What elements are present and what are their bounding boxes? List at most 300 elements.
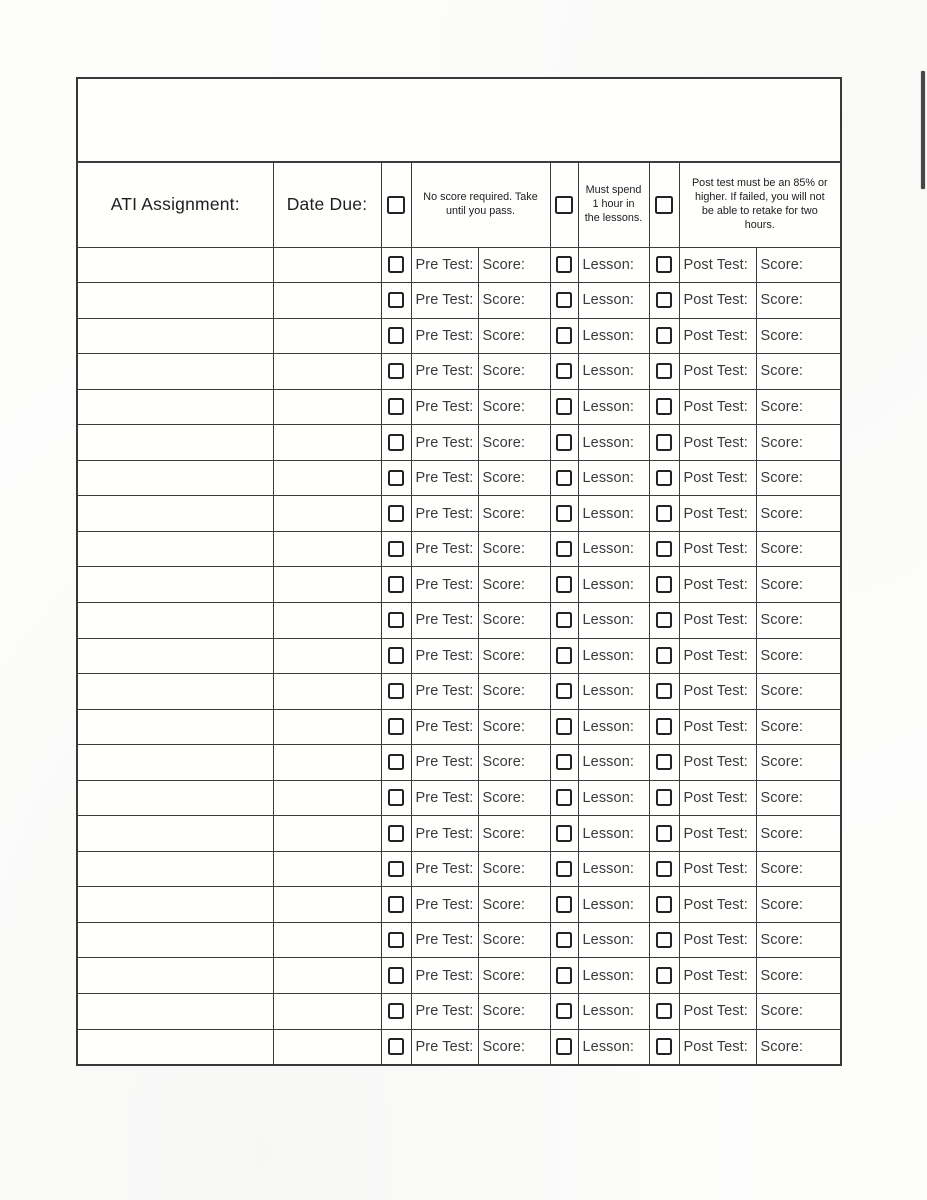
pretest-checkbox-cell[interactable] xyxy=(381,425,411,461)
lesson-label-cell[interactable]: Lesson: xyxy=(578,887,649,923)
posttest-label-cell: Post Test: xyxy=(679,425,756,461)
lesson-checkbox-icon[interactable] xyxy=(556,470,573,487)
lesson-checkbox-cell[interactable] xyxy=(550,851,578,887)
posttest-checkbox-icon[interactable] xyxy=(656,967,673,984)
lesson-checkbox-icon[interactable] xyxy=(556,576,573,593)
assignment-row xyxy=(77,745,841,781)
lesson-label-cell[interactable]: Lesson: xyxy=(578,460,649,496)
posttest-label-cell: Post Test: xyxy=(679,389,756,425)
lesson-checkbox-cell[interactable] xyxy=(550,425,578,461)
pretest-score-cell[interactable]: Score: xyxy=(478,496,550,532)
pretest-checkbox-cell[interactable] xyxy=(381,389,411,425)
lesson-checkbox-icon[interactable] xyxy=(556,647,573,664)
date-due-input-cell[interactable] xyxy=(273,887,381,923)
blank-title-box xyxy=(77,78,841,162)
pretest-checkbox-icon[interactable] xyxy=(388,612,405,629)
date-due-input-cell[interactable] xyxy=(273,674,381,710)
posttest-label-cell: Post Test: xyxy=(679,318,756,354)
posttest-checkbox-icon[interactable] xyxy=(656,683,673,700)
lesson-checkbox-cell[interactable] xyxy=(550,958,578,994)
date-due-input-cell[interactable] xyxy=(273,602,381,638)
lesson-header-checkbox-icon[interactable] xyxy=(555,196,573,214)
lesson-checkbox-icon[interactable] xyxy=(556,505,573,522)
posttest-score-cell[interactable]: Score: xyxy=(756,922,841,958)
pretest-checkbox-cell[interactable] xyxy=(381,674,411,710)
pretest-label-cell: Pre Test: xyxy=(411,887,478,923)
lesson-label-cell[interactable]: Lesson: xyxy=(578,780,649,816)
posttest-checkbox-icon[interactable] xyxy=(656,1038,673,1055)
lesson-checkbox-cell[interactable] xyxy=(550,709,578,745)
posttest-label-cell: Post Test: xyxy=(679,780,756,816)
posttest-checkbox-icon[interactable] xyxy=(656,292,673,309)
posttest-label-cell: Post Test: xyxy=(679,354,756,390)
pretest-header-checkbox-cell[interactable] xyxy=(381,162,411,247)
posttest-score-cell[interactable]: Score: xyxy=(756,958,841,994)
pretest-score-cell[interactable]: Score: xyxy=(478,745,550,781)
pretest-score-cell[interactable]: Score: xyxy=(478,922,550,958)
pretest-label-cell: Pre Test: xyxy=(411,567,478,603)
lesson-checkbox-cell[interactable] xyxy=(550,460,578,496)
pretest-score-cell[interactable]: Score: xyxy=(478,993,550,1029)
posttest-checkbox-cell[interactable] xyxy=(649,389,679,425)
posttest-score-cell[interactable]: Score: xyxy=(756,283,841,319)
posttest-checkbox-icon[interactable] xyxy=(656,789,673,806)
date-due-input-cell[interactable] xyxy=(273,922,381,958)
posttest-checkbox-icon[interactable] xyxy=(656,1003,673,1020)
lesson-checkbox-icon[interactable] xyxy=(556,718,573,735)
assignment-header-cell: ATI Assignment: xyxy=(77,162,273,247)
lesson-checkbox-cell[interactable] xyxy=(550,354,578,390)
pretest-checkbox-cell[interactable] xyxy=(381,531,411,567)
posttest-label-cell: Post Test: xyxy=(679,247,756,283)
lesson-label-cell[interactable]: Lesson: xyxy=(578,389,649,425)
lesson-checkbox-cell[interactable] xyxy=(550,318,578,354)
pretest-checkbox-icon[interactable] xyxy=(388,327,405,344)
lesson-label-cell[interactable]: Lesson: xyxy=(578,674,649,710)
posttest-checkbox-icon[interactable] xyxy=(656,896,673,913)
assignment-input-cell[interactable] xyxy=(77,567,273,603)
lesson-checkbox-cell[interactable] xyxy=(550,816,578,852)
pretest-checkbox-cell[interactable] xyxy=(381,318,411,354)
pretest-checkbox-cell[interactable] xyxy=(381,638,411,674)
pretest-score-cell[interactable]: Score: xyxy=(478,709,550,745)
lesson-checkbox-icon[interactable] xyxy=(556,363,573,380)
pretest-checkbox-icon[interactable] xyxy=(388,647,405,664)
posttest-checkbox-cell[interactable] xyxy=(649,887,679,923)
posttest-checkbox-icon[interactable] xyxy=(656,612,673,629)
posttest-score-cell[interactable]: Score: xyxy=(756,531,841,567)
posttest-checkbox-icon[interactable] xyxy=(656,256,673,273)
pretest-label-cell: Pre Test: xyxy=(411,531,478,567)
posttest-score-cell[interactable]: Score: xyxy=(756,567,841,603)
posttest-score-cell[interactable]: Score: xyxy=(756,674,841,710)
assignment-input-cell[interactable] xyxy=(77,247,273,283)
posttest-header-checkbox-cell[interactable] xyxy=(649,162,679,247)
posttest-checkbox-cell[interactable] xyxy=(649,780,679,816)
posttest-score-cell[interactable]: Score: xyxy=(756,1029,841,1065)
lesson-label-cell[interactable]: Lesson: xyxy=(578,1029,649,1065)
lesson-checkbox-icon[interactable] xyxy=(556,1038,573,1055)
posttest-score-cell[interactable]: Score: xyxy=(756,638,841,674)
scan-artifact-line xyxy=(921,71,925,189)
pretest-checkbox-icon[interactable] xyxy=(388,861,405,878)
lesson-label-cell[interactable]: Lesson: xyxy=(578,638,649,674)
posttest-checkbox-cell[interactable] xyxy=(649,816,679,852)
assignment-input-cell[interactable] xyxy=(77,674,273,710)
lesson-checkbox-icon[interactable] xyxy=(556,541,573,558)
posttest-score-cell[interactable]: Score: xyxy=(756,425,841,461)
posttest-checkbox-icon[interactable] xyxy=(656,398,673,415)
assignment-input-cell[interactable] xyxy=(77,531,273,567)
pretest-checkbox-cell[interactable] xyxy=(381,1029,411,1065)
lesson-checkbox-icon[interactable] xyxy=(556,398,573,415)
assignment-row xyxy=(77,1029,841,1065)
posttest-checkbox-cell[interactable] xyxy=(649,1029,679,1065)
posttest-checkbox-cell[interactable] xyxy=(649,247,679,283)
lesson-label-cell[interactable]: Lesson: xyxy=(578,709,649,745)
lesson-label-cell[interactable]: Lesson: xyxy=(578,993,649,1029)
pretest-label-cell: Pre Test: xyxy=(411,247,478,283)
pretest-score-cell[interactable]: Score: xyxy=(478,638,550,674)
lesson-checkbox-icon[interactable] xyxy=(556,896,573,913)
assignment-input-cell[interactable] xyxy=(77,460,273,496)
pretest-checkbox-cell[interactable] xyxy=(381,993,411,1029)
posttest-label-cell: Post Test: xyxy=(679,567,756,603)
lesson-label-cell[interactable]: Lesson: xyxy=(578,318,649,354)
lesson-checkbox-cell[interactable] xyxy=(550,922,578,958)
posttest-checkbox-icon[interactable] xyxy=(656,647,673,664)
date-due-input-cell[interactable] xyxy=(273,531,381,567)
date-due-input-cell[interactable] xyxy=(273,709,381,745)
assignment-input-cell[interactable] xyxy=(77,709,273,745)
pretest-header-checkbox-icon[interactable] xyxy=(387,196,405,214)
posttest-label-cell: Post Test: xyxy=(679,674,756,710)
pretest-checkbox-icon[interactable] xyxy=(388,825,405,842)
lesson-checkbox-cell[interactable] xyxy=(550,283,578,319)
posttest-checkbox-cell[interactable] xyxy=(649,460,679,496)
posttest-checkbox-icon[interactable] xyxy=(656,434,673,451)
pretest-score-cell[interactable]: Score: xyxy=(478,1029,550,1065)
posttest-checkbox-cell[interactable] xyxy=(649,531,679,567)
pretest-checkbox-icon[interactable] xyxy=(388,505,405,522)
posttest-label-cell: Post Test: xyxy=(679,887,756,923)
date-due-input-cell[interactable] xyxy=(273,780,381,816)
pretest-checkbox-icon[interactable] xyxy=(388,932,405,949)
assignment-row xyxy=(77,318,841,354)
date-due-input-cell[interactable] xyxy=(273,496,381,532)
pretest-checkbox-icon[interactable] xyxy=(388,1038,405,1055)
lesson-checkbox-cell[interactable] xyxy=(550,1029,578,1065)
assignment-input-cell[interactable] xyxy=(77,638,273,674)
posttest-checkbox-cell[interactable] xyxy=(649,567,679,603)
lesson-label-cell[interactable]: Lesson: xyxy=(578,247,649,283)
pretest-score-cell[interactable]: Score: xyxy=(478,531,550,567)
pretest-label-cell: Pre Test: xyxy=(411,816,478,852)
posttest-score-cell[interactable]: Score: xyxy=(756,354,841,390)
date-due-input-cell[interactable] xyxy=(273,567,381,603)
lesson-label-cell[interactable]: Lesson: xyxy=(578,602,649,638)
posttest-checkbox-icon[interactable] xyxy=(656,825,673,842)
lesson-label-cell[interactable]: Lesson: xyxy=(578,425,649,461)
date-due-input-cell[interactable] xyxy=(273,816,381,852)
lesson-label-cell[interactable]: Lesson: xyxy=(578,567,649,603)
pretest-score-cell[interactable]: Score: xyxy=(478,674,550,710)
lesson-label-cell[interactable]: Lesson: xyxy=(578,745,649,781)
pretest-label-cell: Pre Test: xyxy=(411,283,478,319)
pretest-checkbox-icon[interactable] xyxy=(388,576,405,593)
posttest-score-cell[interactable]: Score: xyxy=(756,887,841,923)
posttest-checkbox-cell[interactable] xyxy=(649,283,679,319)
assignment-row xyxy=(77,460,841,496)
lesson-checkbox-icon[interactable] xyxy=(556,861,573,878)
lesson-checkbox-cell[interactable] xyxy=(550,602,578,638)
lesson-checkbox-cell[interactable] xyxy=(550,674,578,710)
pretest-checkbox-icon[interactable] xyxy=(388,292,405,309)
pretest-checkbox-icon[interactable] xyxy=(388,541,405,558)
assignment-row xyxy=(77,567,841,603)
posttest-score-cell[interactable]: Score: xyxy=(756,460,841,496)
date-due-input-cell[interactable] xyxy=(273,638,381,674)
pretest-checkbox-cell[interactable] xyxy=(381,709,411,745)
pretest-checkbox-icon[interactable] xyxy=(388,789,405,806)
pretest-score-cell[interactable]: Score: xyxy=(478,425,550,461)
lesson-label-cell[interactable]: Lesson: xyxy=(578,922,649,958)
pretest-label-cell: Pre Test: xyxy=(411,709,478,745)
date-due-input-cell[interactable] xyxy=(273,745,381,781)
date-due-input-cell[interactable] xyxy=(273,283,381,319)
lesson-checkbox-icon[interactable] xyxy=(556,825,573,842)
pretest-label-cell: Pre Test: xyxy=(411,993,478,1029)
assignment-row xyxy=(77,958,841,994)
pretest-label-cell: Pre Test: xyxy=(411,745,478,781)
pretest-checkbox-icon[interactable] xyxy=(388,470,405,487)
pretest-checkbox-icon[interactable] xyxy=(388,754,405,771)
pretest-checkbox-cell[interactable] xyxy=(381,602,411,638)
pretest-score-cell[interactable]: Score: xyxy=(478,958,550,994)
pretest-checkbox-icon[interactable] xyxy=(388,896,405,913)
posttest-checkbox-icon[interactable] xyxy=(656,541,673,558)
pretest-checkbox-icon[interactable] xyxy=(388,718,405,735)
pretest-label-cell: Pre Test: xyxy=(411,425,478,461)
assignment-input-cell[interactable] xyxy=(77,816,273,852)
date-due-input-cell[interactable] xyxy=(273,993,381,1029)
posttest-score-cell[interactable]: Score: xyxy=(756,745,841,781)
lesson-header-checkbox-cell[interactable] xyxy=(550,162,578,247)
pretest-checkbox-cell[interactable] xyxy=(381,780,411,816)
lesson-checkbox-cell[interactable] xyxy=(550,993,578,1029)
date-due-input-cell[interactable] xyxy=(273,389,381,425)
lesson-label-cell[interactable]: Lesson: xyxy=(578,496,649,532)
pretest-checkbox-cell[interactable] xyxy=(381,354,411,390)
assignment-input-cell[interactable] xyxy=(77,993,273,1029)
posttest-label-cell: Post Test: xyxy=(679,851,756,887)
pretest-score-cell[interactable]: Score: xyxy=(478,247,550,283)
posttest-score-cell[interactable]: Score: xyxy=(756,602,841,638)
pretest-checkbox-cell[interactable] xyxy=(381,922,411,958)
pretest-score-cell[interactable]: Score: xyxy=(478,780,550,816)
pretest-score-cell[interactable]: Score: xyxy=(478,567,550,603)
posttest-checkbox-icon[interactable] xyxy=(656,718,673,735)
posttest-checkbox-cell[interactable] xyxy=(649,958,679,994)
posttest-checkbox-cell[interactable] xyxy=(649,318,679,354)
lesson-checkbox-icon[interactable] xyxy=(556,327,573,344)
posttest-checkbox-icon[interactable] xyxy=(656,754,673,771)
posttest-checkbox-cell[interactable] xyxy=(649,602,679,638)
posttest-checkbox-icon[interactable] xyxy=(656,363,673,380)
lesson-checkbox-icon[interactable] xyxy=(556,434,573,451)
date-due-input-cell[interactable] xyxy=(273,247,381,283)
assignment-input-cell[interactable] xyxy=(77,780,273,816)
posttest-checkbox-cell[interactable] xyxy=(649,709,679,745)
date-due-input-cell[interactable] xyxy=(273,354,381,390)
lesson-label-cell[interactable]: Lesson: xyxy=(578,531,649,567)
assignment-input-cell[interactable] xyxy=(77,496,273,532)
posttest-checkbox-icon[interactable] xyxy=(656,470,673,487)
posttest-checkbox-cell[interactable] xyxy=(649,922,679,958)
pretest-score-cell[interactable]: Score: xyxy=(478,318,550,354)
posttest-checkbox-icon[interactable] xyxy=(656,932,673,949)
lesson-checkbox-icon[interactable] xyxy=(556,292,573,309)
lesson-checkbox-icon[interactable] xyxy=(556,256,573,273)
posttest-checkbox-cell[interactable] xyxy=(649,354,679,390)
lesson-label-cell[interactable]: Lesson: xyxy=(578,354,649,390)
lesson-checkbox-icon[interactable] xyxy=(556,1003,573,1020)
assignment-row xyxy=(77,638,841,674)
pretest-checkbox-cell[interactable] xyxy=(381,567,411,603)
pretest-score-cell[interactable]: Score: xyxy=(478,389,550,425)
pretest-note-cell: No score required. Take until you pass. xyxy=(411,162,550,247)
posttest-label-cell: Post Test: xyxy=(679,496,756,532)
posttest-score-cell[interactable]: Score: xyxy=(756,780,841,816)
pretest-score-cell[interactable]: Score: xyxy=(478,851,550,887)
posttest-checkbox-cell[interactable] xyxy=(649,496,679,532)
lesson-checkbox-icon[interactable] xyxy=(556,612,573,629)
assignment-input-cell[interactable] xyxy=(77,922,273,958)
date-due-input-cell[interactable] xyxy=(273,460,381,496)
pretest-checkbox-icon[interactable] xyxy=(388,683,405,700)
posttest-checkbox-icon[interactable] xyxy=(656,861,673,878)
pretest-checkbox-cell[interactable] xyxy=(381,958,411,994)
pretest-label-cell: Pre Test: xyxy=(411,780,478,816)
posttest-header-checkbox-icon[interactable] xyxy=(655,196,673,214)
pretest-checkbox-icon[interactable] xyxy=(388,434,405,451)
posttest-score-cell[interactable]: Score: xyxy=(756,496,841,532)
pretest-score-cell[interactable]: Score: xyxy=(478,887,550,923)
date-due-input-cell[interactable] xyxy=(273,958,381,994)
pretest-checkbox-cell[interactable] xyxy=(381,816,411,852)
posttest-checkbox-cell[interactable] xyxy=(649,851,679,887)
posttest-score-cell[interactable]: Score: xyxy=(756,709,841,745)
posttest-score-cell[interactable]: Score: xyxy=(756,851,841,887)
assignment-input-cell[interactable] xyxy=(77,1029,273,1065)
pretest-score-cell[interactable]: Score: xyxy=(478,816,550,852)
lesson-checkbox-cell[interactable] xyxy=(550,780,578,816)
pretest-checkbox-icon[interactable] xyxy=(388,398,405,415)
pretest-checkbox-cell[interactable] xyxy=(381,496,411,532)
pretest-checkbox-icon[interactable] xyxy=(388,363,405,380)
pretest-score-cell[interactable]: Score: xyxy=(478,283,550,319)
pretest-label-cell: Pre Test: xyxy=(411,1029,478,1065)
lesson-label-cell[interactable]: Lesson: xyxy=(578,851,649,887)
assignment-input-cell[interactable] xyxy=(77,389,273,425)
lesson-checkbox-cell[interactable] xyxy=(550,567,578,603)
lesson-checkbox-cell[interactable] xyxy=(550,887,578,923)
posttest-checkbox-cell[interactable] xyxy=(649,674,679,710)
lesson-checkbox-icon[interactable] xyxy=(556,789,573,806)
posttest-score-cell[interactable]: Score: xyxy=(756,318,841,354)
pretest-score-cell[interactable]: Score: xyxy=(478,460,550,496)
posttest-score-cell[interactable]: Score: xyxy=(756,389,841,425)
date-due-input-cell[interactable] xyxy=(273,318,381,354)
lesson-checkbox-cell[interactable] xyxy=(550,745,578,781)
pretest-checkbox-cell[interactable] xyxy=(381,745,411,781)
pretest-checkbox-icon[interactable] xyxy=(388,256,405,273)
posttest-checkbox-cell[interactable] xyxy=(649,745,679,781)
assignment-input-cell[interactable] xyxy=(77,425,273,461)
lesson-label-cell[interactable]: Lesson: xyxy=(578,816,649,852)
posttest-score-cell[interactable]: Score: xyxy=(756,993,841,1029)
pretest-label-cell: Pre Test: xyxy=(411,851,478,887)
date-due-input-cell[interactable] xyxy=(273,425,381,461)
posttest-checkbox-cell[interactable] xyxy=(649,638,679,674)
assignment-input-cell[interactable] xyxy=(77,354,273,390)
lesson-checkbox-cell[interactable] xyxy=(550,531,578,567)
lesson-label-cell[interactable]: Lesson: xyxy=(578,283,649,319)
date-due-input-cell[interactable] xyxy=(273,851,381,887)
lesson-checkbox-cell[interactable] xyxy=(550,638,578,674)
assignment-input-cell[interactable] xyxy=(77,318,273,354)
assignment-input-cell[interactable] xyxy=(77,958,273,994)
posttest-label-cell: Post Test: xyxy=(679,816,756,852)
assignment-input-cell[interactable] xyxy=(77,851,273,887)
pretest-checkbox-cell[interactable] xyxy=(381,887,411,923)
assignment-input-cell[interactable] xyxy=(77,887,273,923)
posttest-checkbox-icon[interactable] xyxy=(656,505,673,522)
pretest-checkbox-cell[interactable] xyxy=(381,460,411,496)
pretest-checkbox-cell[interactable] xyxy=(381,283,411,319)
lesson-checkbox-icon[interactable] xyxy=(556,967,573,984)
posttest-label-cell: Post Test: xyxy=(679,602,756,638)
posttest-checkbox-icon[interactable] xyxy=(656,576,673,593)
pretest-checkbox-cell[interactable] xyxy=(381,247,411,283)
lesson-checkbox-cell[interactable] xyxy=(550,496,578,532)
pretest-checkbox-icon[interactable] xyxy=(388,1003,405,1020)
pretest-label-cell: Pre Test: xyxy=(411,958,478,994)
lesson-checkbox-cell[interactable] xyxy=(550,247,578,283)
posttest-score-cell[interactable]: Score: xyxy=(756,816,841,852)
posttest-checkbox-cell[interactable] xyxy=(649,425,679,461)
date-due-input-cell[interactable] xyxy=(273,1029,381,1065)
posttest-label-cell: Post Test: xyxy=(679,958,756,994)
posttest-checkbox-icon[interactable] xyxy=(656,327,673,344)
assignment-row xyxy=(77,851,841,887)
lesson-checkbox-icon[interactable] xyxy=(556,932,573,949)
assignment-input-cell[interactable] xyxy=(77,602,273,638)
posttest-score-cell[interactable]: Score: xyxy=(756,247,841,283)
pretest-score-cell[interactable]: Score: xyxy=(478,354,550,390)
pretest-checkbox-icon[interactable] xyxy=(388,967,405,984)
posttest-label-cell: Post Test: xyxy=(679,709,756,745)
lesson-checkbox-icon[interactable] xyxy=(556,754,573,771)
assignment-input-cell[interactable] xyxy=(77,745,273,781)
assignment-input-cell[interactable] xyxy=(77,283,273,319)
lesson-label-cell[interactable]: Lesson: xyxy=(578,958,649,994)
lesson-checkbox-icon[interactable] xyxy=(556,683,573,700)
pretest-score-cell[interactable]: Score: xyxy=(478,602,550,638)
posttest-checkbox-cell[interactable] xyxy=(649,993,679,1029)
lesson-checkbox-cell[interactable] xyxy=(550,389,578,425)
pretest-checkbox-cell[interactable] xyxy=(381,851,411,887)
